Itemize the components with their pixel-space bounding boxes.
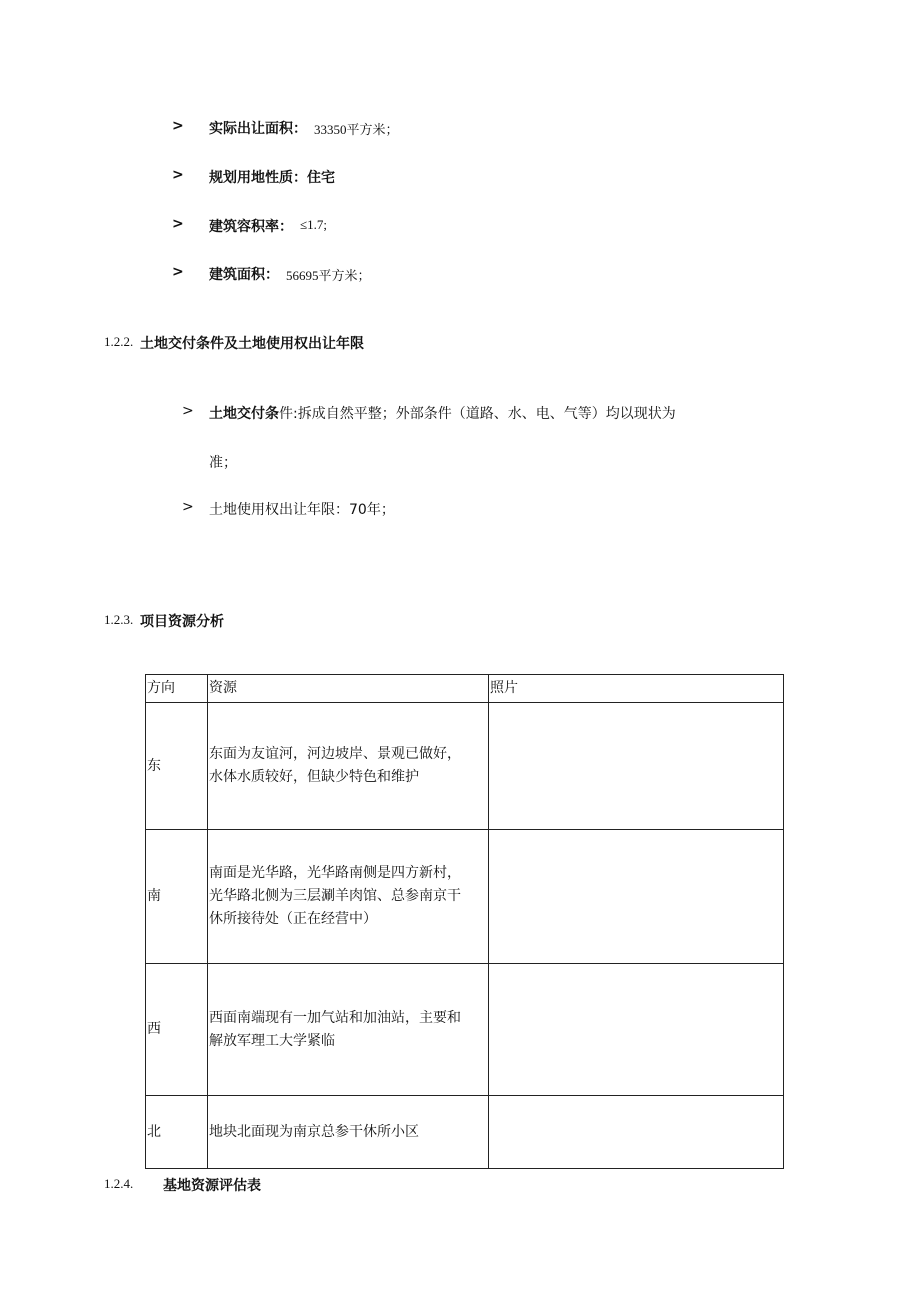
bullet-value: 33350平方米； xyxy=(314,122,399,137)
bullet-marker: > xyxy=(172,264,184,280)
photo-cell xyxy=(489,1096,784,1169)
bullet-marker: > xyxy=(172,216,184,232)
table-row xyxy=(146,1096,784,1169)
header-direction: 方向 xyxy=(146,675,208,703)
bullet-label: 土地交付条 xyxy=(209,406,279,422)
table-header-row xyxy=(146,675,784,703)
resource-table xyxy=(145,674,784,1169)
bullet-value: 件:拆成自然平整；外部条件（道路、水、电、气等）均以现状为 xyxy=(279,406,676,422)
resource-line: 光华路北侧为三层涮羊肉馆、总参南京干 xyxy=(209,888,461,904)
section-title: 基地资源评估表 xyxy=(163,1178,261,1194)
resource-cell xyxy=(208,703,489,830)
bullet-label: 实际出让面积： xyxy=(209,121,307,137)
bullet-continuation: 准； xyxy=(209,455,237,471)
direction-cell: 南 xyxy=(146,830,208,964)
resource-line: 西面南端现有一加气站和加油站，主要和 xyxy=(209,1009,461,1026)
direction-cell: 东 xyxy=(146,703,208,830)
resource-cell xyxy=(208,1096,489,1169)
section-number: 1.2.4. xyxy=(104,1176,134,1191)
bullet-marker: > xyxy=(182,499,194,515)
table-row xyxy=(146,964,784,1096)
direction-cell: 北 xyxy=(146,1096,208,1169)
table-row xyxy=(146,830,784,964)
header-photo: 照片 xyxy=(489,675,784,703)
bullet-value: 56695平方米； xyxy=(286,268,371,283)
photo-cell xyxy=(489,830,784,964)
photo-cell xyxy=(489,964,784,1096)
bullet-label: 规划用地性质：住宅 xyxy=(209,170,335,186)
section-title: 土地交付条件及土地使用权出让年限 xyxy=(140,336,364,352)
section-number: 1.2.2. xyxy=(104,334,134,349)
resource-cell xyxy=(208,830,489,964)
header-resource: 资源 xyxy=(208,675,489,703)
table-row xyxy=(146,703,784,830)
resource-line: 东面为友谊河，河边坡岸、景观已做好， xyxy=(209,746,461,762)
resource-line: 休所接待处（正在经营中） xyxy=(209,911,377,927)
direction-cell: 西 xyxy=(146,964,208,1096)
resource-cell xyxy=(208,964,489,1096)
bullet-text: 土地使用权出让年限：70年； xyxy=(209,502,395,518)
bullet-label: 建筑容积率： xyxy=(209,219,293,235)
bullet-value: ≤1.7; xyxy=(300,217,327,232)
resource-line: 解放军理工大学紧临 xyxy=(209,1032,335,1049)
bullet-marker: > xyxy=(182,403,194,419)
section-title: 项目资源分析 xyxy=(140,614,224,630)
resource-line: 水体水质较好，但缺少特色和维护 xyxy=(209,769,419,785)
photo-cell xyxy=(489,703,784,830)
bullet-marker: > xyxy=(172,167,184,183)
section-number: 1.2.3. xyxy=(104,612,134,627)
resource-line: 南面是光华路，光华路南侧是四方新村， xyxy=(209,865,461,881)
resource-line: 地块北面现为南京总参干休所小区 xyxy=(209,1123,419,1140)
bullet-label: 建筑面积： xyxy=(209,267,279,283)
bullet-marker: > xyxy=(172,118,184,134)
